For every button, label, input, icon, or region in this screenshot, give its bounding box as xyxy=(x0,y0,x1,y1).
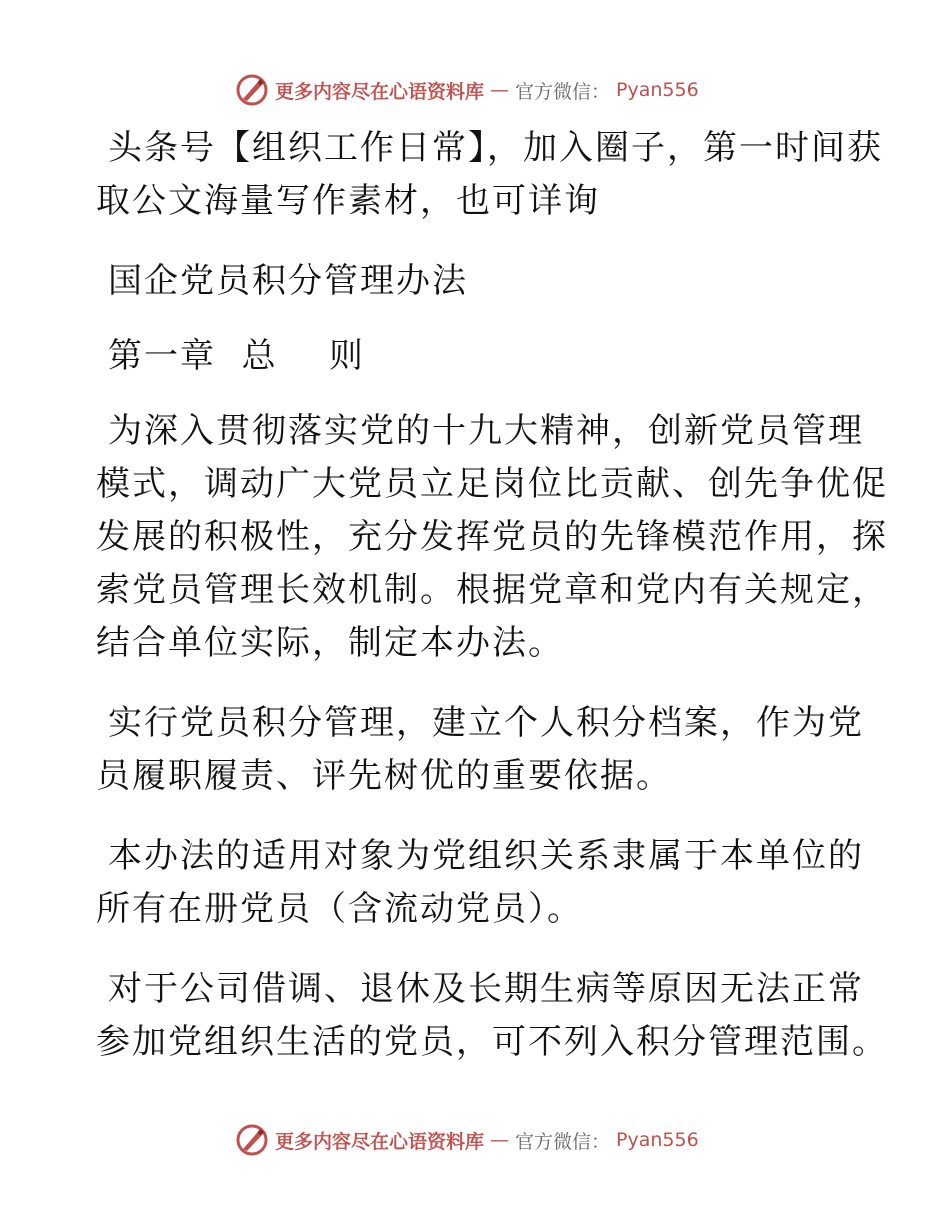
watermark-separator: — xyxy=(490,1129,510,1151)
body-paragraph-1: 为深入贯彻落实党的十九大精神，创新党员管理模式，调动广大党员立足岗位比贡献、创先争优促发展的积极性，充分发挥党员的先锋模范作用，探索党员管理长效机制。根据党章和党内有关规定，结合单位实际，制定本办法。 xyxy=(96,411,888,663)
document-title: 国企党员积分管理办法 xyxy=(108,261,468,301)
watermark-id: Pyan556 xyxy=(616,1129,699,1151)
watermark-header xyxy=(235,72,699,108)
watermark-official: 官方微信： xyxy=(515,1130,611,1153)
body-paragraph-3: 本办法的适用对象为党组织关系隶属于本单位的所有在册党员（含流动党员）。 xyxy=(96,836,864,929)
document-body xyxy=(96,122,896,1096)
watermark-text: 更多内容尽在心语资料库 xyxy=(275,80,485,103)
watermark-id: Pyan556 xyxy=(616,79,699,101)
intro-paragraph: 头条号【组织工作日常】，加入圈子，第一时间获取公文海量写作素材，也可详询 xyxy=(96,128,883,221)
watermark-footer xyxy=(235,1122,699,1158)
pen-logo-icon xyxy=(235,1123,269,1157)
pen-logo-icon xyxy=(235,73,269,107)
watermark-official: 官方微信： xyxy=(515,80,611,103)
body-paragraph-2: 实行党员积分管理，建立个人积分档案，作为党员履职履责、评先树优的重要依据。 xyxy=(96,703,864,796)
watermark-separator: — xyxy=(490,79,510,101)
watermark-text: 更多内容尽在心语资料库 xyxy=(275,1130,485,1153)
chapter-heading: 第一章 总 则 xyxy=(108,336,365,376)
body-paragraph-4: 对于公司借调、退休及长期生病等原因无法正常参加党组织生活的党员，可不列入积分管理范围。 xyxy=(96,969,888,1062)
